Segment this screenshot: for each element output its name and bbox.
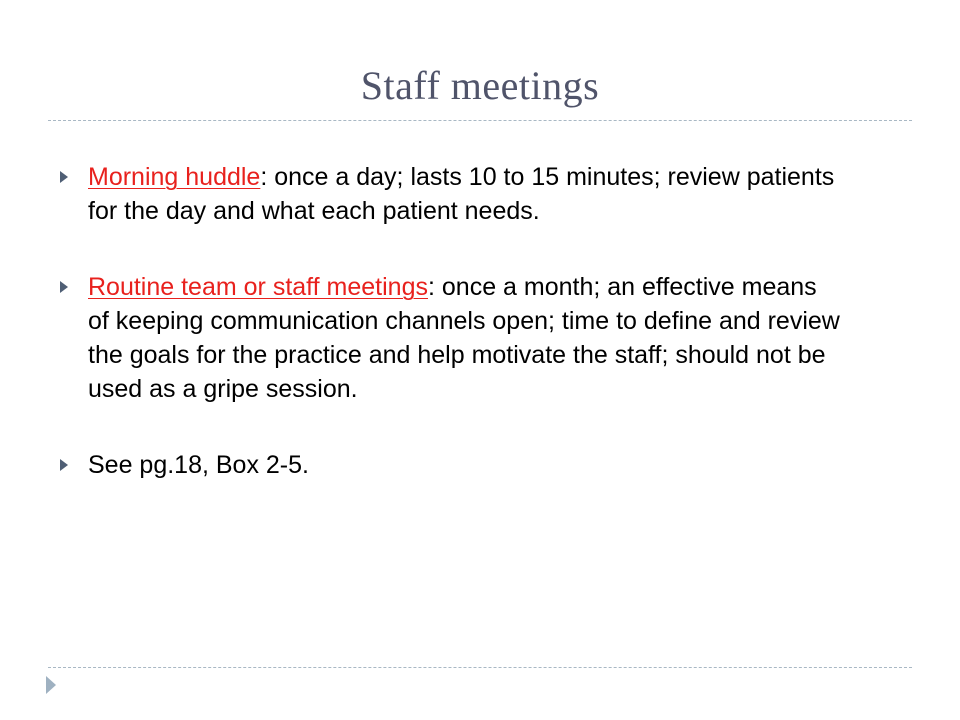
bottom-divider bbox=[48, 667, 912, 668]
bullet-item-morning-huddle bbox=[60, 160, 840, 228]
slide-title: Staff meetings bbox=[360, 63, 600, 108]
morning-huddle-link[interactable]: Morning huddle bbox=[88, 163, 261, 191]
bullet-arrow-icon bbox=[60, 281, 68, 293]
bullet-text: See pg.18, Box 2-5. bbox=[88, 451, 309, 479]
bullet-arrow-icon bbox=[60, 459, 68, 471]
top-divider bbox=[48, 120, 912, 121]
bullet-item-reference bbox=[60, 448, 840, 482]
routine-meetings-link[interactable]: Routine team or staff meetings bbox=[88, 273, 428, 301]
bullet-item-routine-meetings bbox=[60, 270, 840, 406]
bullet-arrow-icon bbox=[60, 171, 68, 183]
next-slide-arrow-icon[interactable] bbox=[46, 676, 56, 694]
bullet-text: : once a day; lasts 10 to 15 minutes; review patients for the day and what each patient needs. bbox=[88, 163, 835, 225]
bullet-list bbox=[60, 160, 840, 524]
bullet-text: : once a month; an effective means of keeping communication channels open; time to define and review the goals for the practice and help motivate the staff; should not be used as a gripe session. bbox=[88, 273, 840, 403]
